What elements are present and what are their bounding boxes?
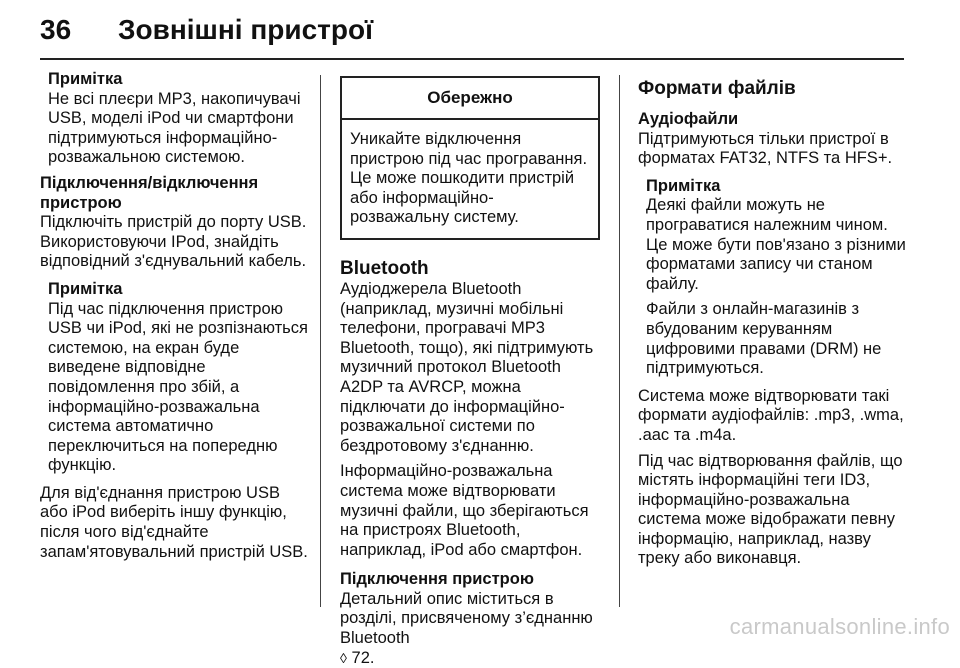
column-divider-1 — [320, 75, 321, 607]
audio-heading: Аудіофайли — [638, 110, 739, 128]
id3-text: Під час відтворювання файлів, що містять інформаційні теги ID3, інформаційно-розважальна система може відображати певну інформацію, наприклад, назву треку або виконавця. — [638, 451, 903, 568]
caution-title: Обережно — [342, 78, 598, 120]
reference-page-link[interactable]: 72. — [351, 648, 375, 667]
column-3 — [638, 70, 908, 569]
bluetooth-text-2: Інформаційно-розважальна система може відтворювати музичні файли, що зберігаються на пристроях Bluetooth, наприклад, iPod або смартфон. — [340, 462, 589, 559]
note-playback — [638, 177, 908, 379]
bt-connect-text — [340, 590, 602, 668]
note-title: Примітка — [48, 70, 123, 88]
header-rule — [40, 58, 904, 60]
note-text: Під час підключення пристрою USB чи iPod, які не розпізнаються системою, на екран буде виведене відповідне повідомлення про збій, а інформаційно-розважальна система автоматично переключиться на попередню функцію. — [48, 299, 308, 475]
watermark: carmanualsonline.info — [729, 614, 950, 639]
connect-heading: Підключення/відключення пристрою — [40, 173, 259, 212]
chapter-title: Зовнішні пристрої — [118, 14, 373, 45]
bluetooth-title: Bluetooth — [340, 257, 429, 279]
page-header — [0, 0, 960, 60]
note-text-1: Деякі файли можуть не програватися належним чином. Це може бути пов'язано з різними форматами запису чи станом файлу. — [646, 196, 906, 293]
note-compatibility — [40, 70, 308, 168]
connect-text: Підключіть пристрій до порту USB. Використовуючи IPod, знайдіть відповідний з'єднувальний кабель. — [40, 213, 307, 271]
reference-arrow-icon: ◊ — [340, 649, 347, 666]
column-2 — [340, 70, 602, 668]
note-text-2: Файли з онлайн-магазинів з вбудованим керуванням цифровими правами (DRM) не підтримуються. — [646, 300, 882, 378]
audio-text: Підтримуються тільки пристрої в форматах FAT32, NTFS та HFS+. — [638, 129, 893, 168]
bt-connect-heading: Підключення пристрою — [340, 570, 534, 589]
column-divider-2 — [619, 75, 620, 607]
formats-title: Формати файлів — [638, 78, 796, 99]
caution-text: Уникайте відключення пристрою під час програвання. Це може пошкодити пристрій або інформаційно-розважальну систему. — [350, 130, 588, 227]
note-unrecognized — [40, 280, 308, 476]
note-title: Примітка — [48, 279, 123, 298]
column-1 — [40, 70, 308, 562]
page-number: 36 — [40, 14, 72, 45]
note-text: Не всі плеєри MP3, накопичувачі USB, моделі iPod чи смартфони підтримуються інформаційно-розважальною системою. — [48, 89, 301, 167]
caution-box — [340, 76, 600, 240]
disconnect-text: Для від'єднання пристрою USB або iPod виберіть іншу функцію, після чого від'єднайте запам'ятовувальний пристрій USB. — [40, 483, 308, 561]
note-title: Примітка — [646, 176, 721, 195]
bluetooth-text-1: Аудіоджерела Bluetooth (наприклад, музичні мобільні телефони, програвачі MP3 Bluetooth, тощо), які підтримують музичний протокол Bluetooth A2DP та AVRCP, можна підключати до інформаційно-розважальної системи по бездротовому з'єднанню. — [340, 279, 594, 455]
bt-connect-body: Детальний опис міститься в розділі, присвяченому з’єднанню Bluetooth — [340, 589, 593, 648]
supported-formats-text: Система може відтворювати такі формати аудіофайлів: .mp3, .wma, .aac та .m4a. — [638, 386, 904, 444]
